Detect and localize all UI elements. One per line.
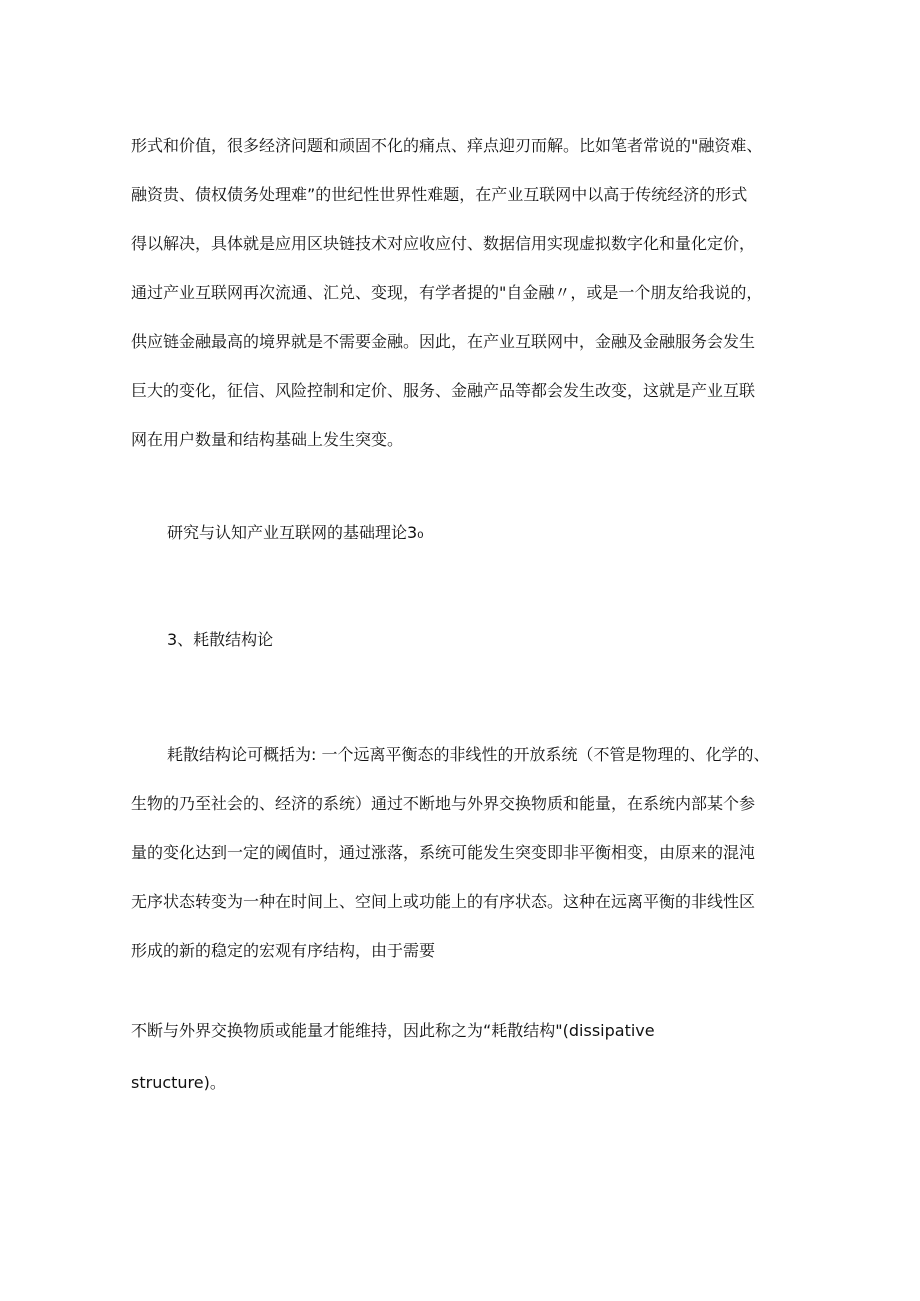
- paragraph-1-line-2: 融资贵、债权债务处理难”的世纪性世界性难题，在产业互联网中以高于传统经济的形式: [131, 185, 748, 204]
- paragraph-2-line-5: 形成的新的稳定的宏观有序结构，由于需要: [131, 941, 436, 960]
- theory-heading: 研究与认知产业互联网的基础理论3₀: [167, 523, 424, 542]
- paragraph-2-line-1: 耗散结构论可概括为: 一个远离平衡态的非线性的开放系统（不管是物理的、化学的、: [167, 745, 770, 764]
- paragraph-1-line-3: 得以解决，具体就是应用区块链技术对应收应付、数据信用实现虚拟数字化和量化定价，: [131, 234, 756, 253]
- paragraph-2-line-3: 量的变化达到一定的阈值时，通过涨落，系统可能发生突变即非平衡相变，由原来的混沌: [131, 843, 756, 862]
- paragraph-3-line-2: structure)。: [131, 1073, 226, 1092]
- paragraph-3-line-1: 不断与外界交换物质或能量才能维持，因此称之为“耗散结构"(dissipative: [131, 1021, 655, 1040]
- section-heading: 3、耗散结构论: [167, 630, 274, 649]
- paragraph-1-line-7: 网在用户数量和结构基础上发生突变。: [131, 430, 404, 449]
- paragraph-2-line-4: 无序状态转变为一种在时间上、空间上或功能上的有序状态。这种在远离平衡的非线性区: [131, 892, 756, 911]
- paragraph-1-line-4: 通过产业互联网再次流通、汇兑、变现，有学者提的"自金融〃，或是一个朋友给我说的，: [131, 283, 763, 302]
- paragraph-1-line-6: 巨大的变化，征信、风险控制和定价、服务、金融产品等都会发生改变，这就是产业互联: [131, 381, 756, 400]
- paragraph-1-line-1: 形式和价值，很多经济问题和顽固不化的痛点、痒点迎刃而解。比如笔者常说的"融资难、: [131, 136, 763, 155]
- paragraph-1-line-5: 供应链金融最高的境界就是不需要金融。因此，在产业互联网中，金融及金融服务会发生: [131, 332, 756, 351]
- paragraph-2-line-2: 生物的乃至社会的、经济的系统）通过不断地与外界交换物质和能量，在系统内部某个参: [131, 794, 756, 813]
